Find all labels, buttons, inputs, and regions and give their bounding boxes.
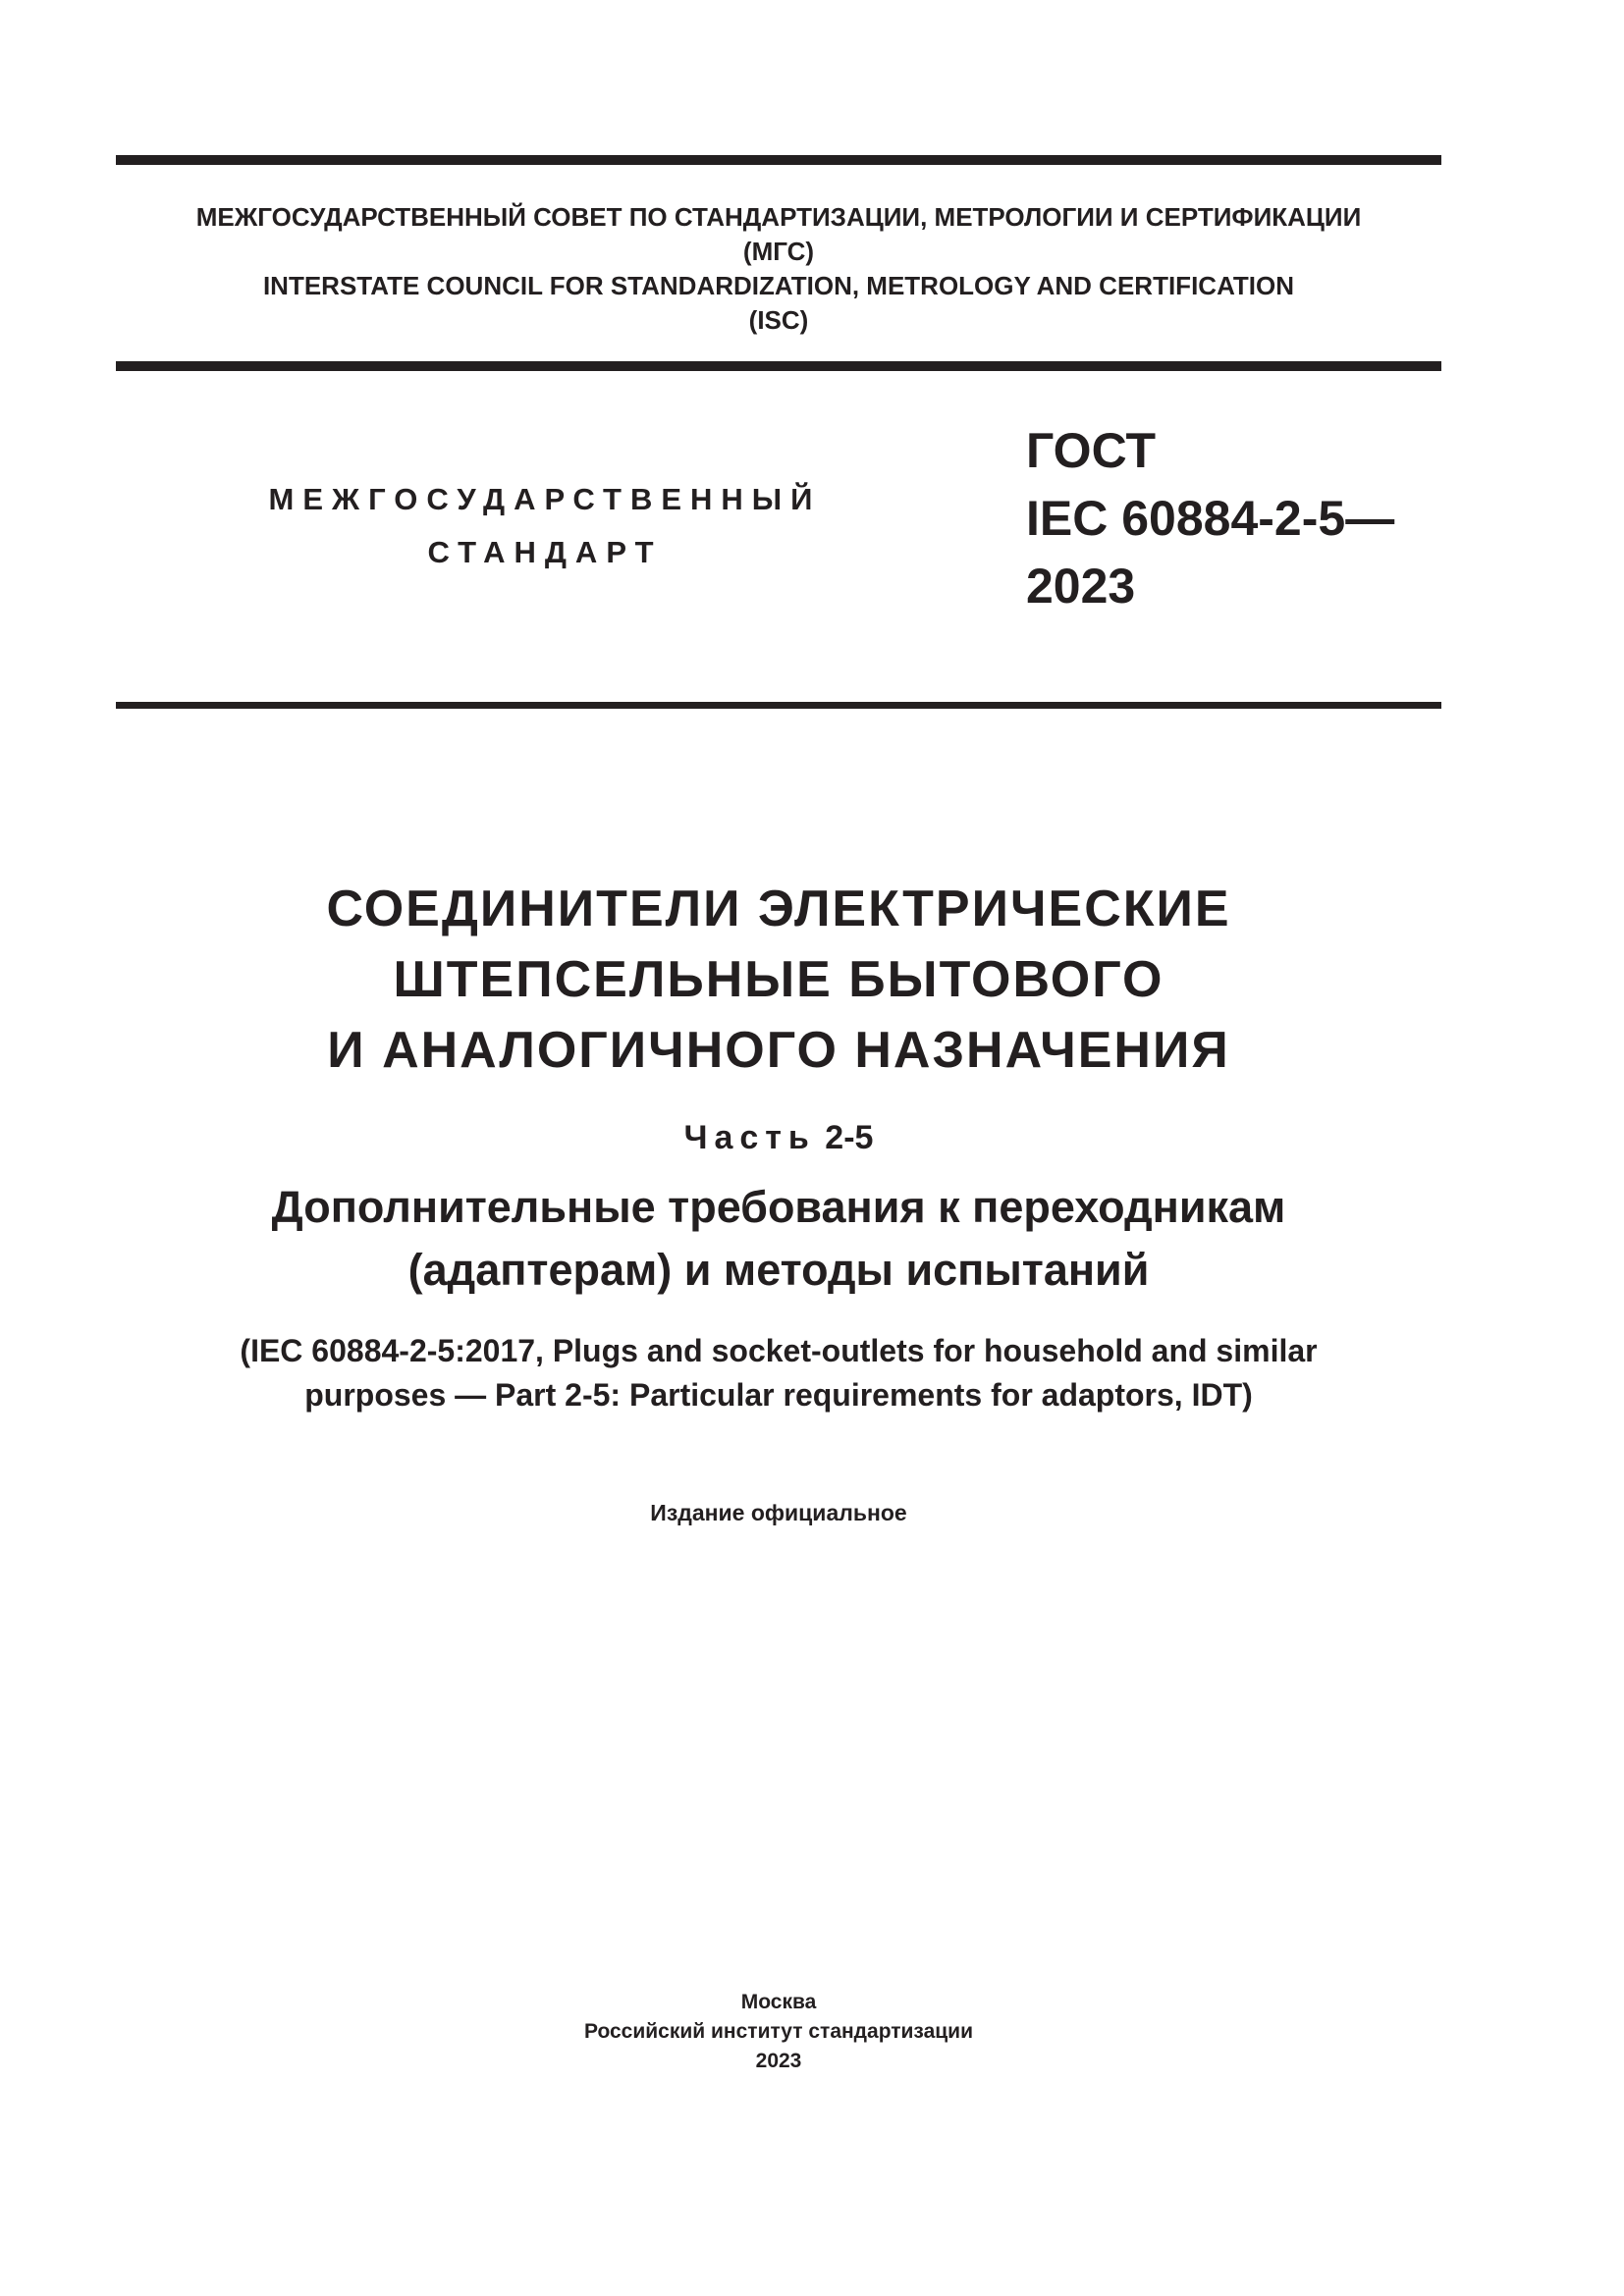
part-label xyxy=(116,1113,1441,1162)
document-subtitle xyxy=(116,1176,1441,1302)
standard-type-line1: МЕЖГОСУДАРСТВЕННЫЙ xyxy=(268,482,822,516)
subtitle-line2: (адаптерам) и методы испытаний xyxy=(407,1245,1150,1295)
organization-name-ru: МЕЖГОСУДАРСТВЕННЫЙ СОВЕТ ПО СТАНДАРТИЗАЦИИ, МЕТРОЛОГИИ И СЕРТИФИКАЦИИ xyxy=(195,202,1362,232)
reference-line1: (IEC 60884-2-5:2017, Plugs and socket-outlets for household and similar xyxy=(240,1333,1318,1368)
reference-line2: purposes — Part 2-5: Particular requirements for adaptors, IDT) xyxy=(304,1377,1253,1413)
lower-rule xyxy=(116,702,1441,709)
organization-name-en: INTERSTATE COUNCIL FOR STANDARDIZATION, METROLOGY AND CERTIFICATION xyxy=(262,271,1295,300)
standard-type xyxy=(226,473,864,579)
standard-code-line1: ГОСТ xyxy=(1026,423,1156,478)
title-line1: СОЕДИНИТЕЛИ ЭЛЕКТРИЧЕСКИЕ xyxy=(326,881,1231,937)
middle-rule xyxy=(116,361,1441,371)
document-title xyxy=(116,874,1441,1086)
imprint-year: 2023 xyxy=(755,2050,802,2072)
edition-label: Издание официальное xyxy=(650,1500,907,1525)
part-word: Часть xyxy=(683,1119,816,1156)
standard-code-line2: IEC 60884-2-5— xyxy=(1026,491,1395,546)
imprint-city: Москва xyxy=(740,1991,817,2013)
organization-abbr-ru: (МГС) xyxy=(742,237,815,266)
subtitle-line1: Дополнительные требования к переходникам xyxy=(271,1182,1286,1232)
standard-code xyxy=(1026,417,1394,620)
imprint-publisher: Российский институт стандартизации xyxy=(583,2020,974,2043)
standard-type-line2: СТАНДАРТ xyxy=(427,535,663,569)
organization-abbr-en: (ISC) xyxy=(748,305,809,335)
organization-header xyxy=(116,200,1441,338)
title-line2: ШТЕПСЕЛЬНЫЕ БЫТОВОГО xyxy=(393,951,1164,1008)
imprint xyxy=(116,1988,1441,2076)
part-number: 2-5 xyxy=(825,1119,874,1156)
source-reference xyxy=(116,1329,1441,1417)
title-line3: И АНАЛОГИЧНОГО НАЗНАЧЕНИЯ xyxy=(327,1022,1230,1079)
top-rule xyxy=(116,155,1441,165)
standard-code-line3: 2023 xyxy=(1026,559,1136,614)
